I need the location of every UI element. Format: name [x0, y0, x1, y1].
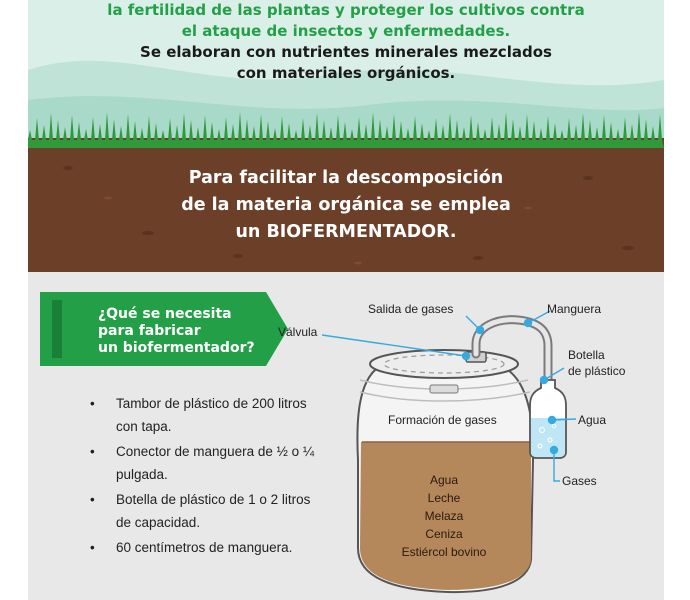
label-agua: Agua	[578, 413, 607, 427]
label-valvula: Válvula	[278, 325, 318, 339]
content-ceniza: Ceniza	[425, 527, 463, 541]
bullet: •	[90, 396, 95, 411]
callout-dot	[477, 327, 484, 334]
soil-line-3: un BIOFERMENTADOR.	[235, 222, 457, 242]
material-4: 60 centímetros de manguera.	[116, 540, 293, 555]
material-1: Tambor de plástico de 200 litros con tapa.	[116, 396, 307, 434]
bullet: •	[90, 540, 95, 555]
content-leche: Leche	[427, 491, 461, 505]
content-melaza: Melaza	[424, 509, 464, 523]
callout-dot	[541, 377, 548, 384]
soil-line-2: de la materia orgánica se emplea	[181, 195, 511, 215]
intro-line-1: la fertilidad de las plantas y proteger los cultivos contra	[107, 1, 585, 19]
label-botella-2: de plástico	[568, 364, 626, 378]
content-agua: Agua	[429, 473, 459, 487]
content-estiercol: Estiércol bovino	[401, 545, 487, 559]
question-line-3: un biofermentador?	[98, 340, 255, 356]
drum-lid	[370, 350, 518, 378]
biofermentador-diagram	[28, 0, 664, 600]
label-salida-gases: Salida de gases	[368, 302, 454, 316]
bullet: •	[90, 444, 95, 459]
callout-dot	[525, 320, 532, 327]
infographic	[28, 0, 664, 600]
label-gases: Gases	[562, 474, 597, 488]
label-botella-1: Botella	[568, 348, 605, 362]
question-line-1: ¿Qué se necesita	[98, 306, 232, 322]
callout-dot	[549, 417, 556, 424]
material-3: Botella de plástico de 1 o 2 litros de capacidad.	[116, 492, 311, 530]
callout-dot	[463, 353, 470, 360]
callout-dot	[551, 447, 558, 454]
material-2: Conector de manguera de ½ o ¼ pulgada.	[116, 444, 315, 482]
intro-line-2: el ataque de insectos y enfermedades.	[181, 22, 511, 40]
intro-line-3: Se elaboran con nutrientes minerales mezclados	[140, 43, 552, 61]
label-manguera: Manguera	[547, 302, 602, 316]
soil-line-1: Para facilitar la descomposición	[188, 168, 504, 188]
intro-line-4: con materiales orgánicos.	[236, 64, 456, 82]
question-line-2: para fabricar	[98, 323, 201, 339]
label-formacion-gases: Formación de gases	[388, 413, 497, 427]
bullet: •	[90, 492, 95, 507]
